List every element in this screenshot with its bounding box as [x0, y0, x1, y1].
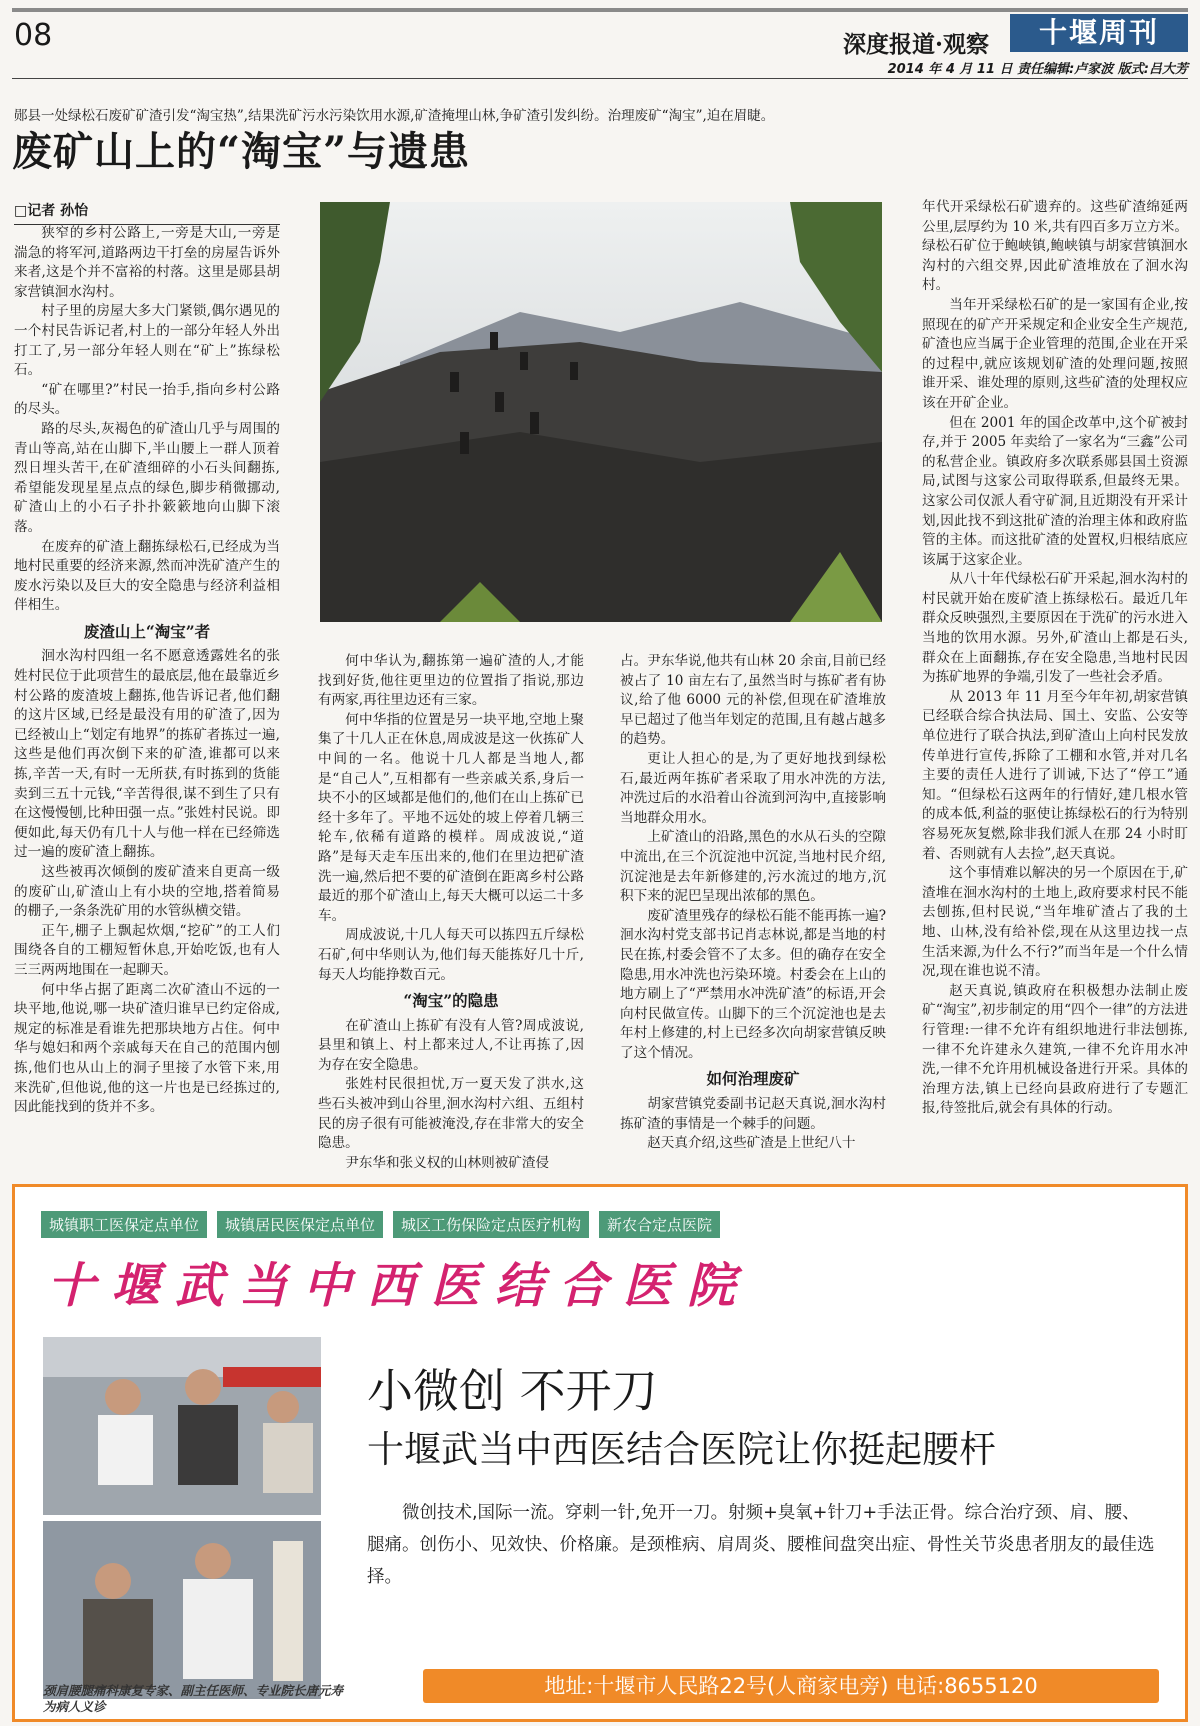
paragraph: 在废弃的矿渣上翻拣绿松石,已经成为当地村民重要的经济来源,然而冲洗矿渣产生的废水污染以及巨大的安全隐患与经济利益相伴相生。	[14, 538, 280, 614]
ad-tag: 城区工伤保险定点医疗机构	[393, 1211, 589, 1238]
ad-photo-caption: 颈肩腰腿痛科康复专家、副主任医师、专业院长唐元寿为病人义诊	[43, 1683, 344, 1714]
paragraph: 从 2013 年 11 月至今年年初,胡家营镇已经联合综合执法局、国土、安监、公安等单位进行了联合执法,到矿渣山上向村民发放传单进行宣传,拆除了工棚和水管,并对几名主要的责任人进行了训诫,下达了“停工”通知。“但绿松石这两年的行情好,建几根水管的成本低,利益的驱使让拣绿松石的行为特别容易死灰复燃,除非我们派人在那 24 小时盯着、否则就有人去捡”,赵天真说。	[922, 688, 1188, 862]
ad-tag-list	[41, 1211, 720, 1238]
paragraph: 村子里的房屋大多大门紧锁,偶尔遇见的一个村民告诉记者,村上的一部分年轻人外出打工了,另一部分年轻人则在“矿上”拣绿松石。	[14, 303, 280, 379]
ad-tag: 新农合定点医院	[599, 1211, 720, 1238]
page-number: 08	[14, 18, 53, 53]
ad-slogan-sub: 十堰武当中西医结合医院让你挺起腰杆	[367, 1428, 996, 1471]
paragraph: 尹东华和张义权的山林则被矿渣侵	[345, 1154, 550, 1171]
ad-slogan-main: 小微创 不开刀	[367, 1364, 658, 1418]
top-rule	[12, 8, 1188, 12]
paragraph: 洄水沟村四组一名不愿意透露姓名的张姓村民位于此项营生的最底层,他在最靠近乡村公路的废渣坡上翻拣,他告诉记者,他们翻的这片区域,已经是最没有用的矿渣了,因为已经被山上“划定有地界”的拣矿者拣过一遍,这些是他们再次倒下来的矿渣,谁都可以来拣,辛苦一天,有时一无所获,有时拣到的货能卖到三五十元钱,“辛苦得很,谋不到生了只有在这慢慢刨,比种田强一点。”张姓村民说。即便如此,每天仍有几十人与他一样在已经筛选过一遍的废矿渣上翻拣。	[14, 648, 280, 861]
column-2	[318, 652, 584, 1171]
hospital-advertisement	[12, 1184, 1188, 1722]
ad-address-bar: 地址:十堰市人民路22号(人商家电旁) 电话:8655120	[423, 1669, 1159, 1703]
paragraph: 正午,棚子上飘起炊烟,“挖矿”的工人们围绕各自的工棚短暂休息,开始吃饭,也有人三三两两地围在一起聊天。	[14, 922, 280, 978]
paragraph: 从八十年代绿松石矿开采起,洄水沟村的村民就开始在废矿渣上拣绿松石。最近几年群众反映强烈,主要原因在于洗矿的污水进入当地的饮用水源。另外,矿渣山上都是石头,群众在上面翻拣,存在安全隐患,当地村民因为拣矿地界的争端,引发了一些社会矛盾。	[922, 571, 1188, 686]
paragraph: 占。尹东华说,他共有山林 20 余亩,目前已经被占了 10 亩左右了,虽然当时与拣矿者有协议,给了他 6000 元的补偿,但现在矿渣堆放早已超过了他当年划定的范围,且有越占越多的趋势。	[620, 653, 886, 748]
paragraph: 上矿渣山的沿路,黑色的水从石头的空隙中流出,在三个沉淀池中沉淀,当地村民介绍,沉淀池是去年新修建的,污水流过的地方,沉积下来的泥巴呈现出浓郁的黑色。	[620, 829, 886, 905]
paragraph: “矿在哪里?”村民一抬手,指向乡村公路的尽头。	[14, 381, 280, 418]
paragraph: 赵天真介绍,这些矿渣是上世纪八十	[647, 1135, 856, 1152]
article-deck: 郧县一处绿松石废矿矿渣引发“淘宝热”,结果洗矿污水污染饮用水源,矿渣掩埋山林,争矿渣引发纠纷。治理废矿“淘宝”,迫在眉睫。	[14, 108, 775, 124]
paragraph: 胡家营镇党委副书记赵天真说,洄水沟村拣矿渣的事情是一个棘手的问题。	[620, 1096, 886, 1132]
paragraph: 路的尽头,灰褐色的矿渣山几乎与周围的青山等高,站在山脚下,半山腰上一群人顶着烈日埋头苦干,在矿渣细碎的小石头间翻拣,希望能发现星星点点的绿色,脚步稍微挪动,矿渣山上的小石子扑扑簌簌地向山脚下滚落。	[14, 420, 280, 535]
ad-tag: 城镇职工医保定点单位	[41, 1211, 207, 1238]
byline: □记者 孙怡	[14, 200, 280, 225]
paragraph: 年代开采绿松石矿遗弃的。这些矿渣绵延两公里,层厚约为 10 米,共有四百多万立方米。绿松石矿位于鲍峡镇,鲍峡镇与胡家营镇洄水沟村的六组交界,因此矿渣堆放在了洄水沟村。	[922, 199, 1188, 294]
ad-tag: 城镇居民医保定点单位	[217, 1211, 383, 1238]
paragraph: 赵天真说,镇政府在积极想办法制止废矿“淘宝”,初步制定的用“四个一律”的方法进行管理:一律不允许有组织地进行非法刨拣,一律不允许建永久建筑,一律不允许用水冲洗,一律不允许用机械设备进行开采。具体的治理方法,镇上已经向县政府进行了专题汇报,待签批后,就会有具体的行动。	[922, 982, 1188, 1117]
paragraph: 何中华指的位置是另一块平地,空地上聚集了十几人正在休息,周成波是这一伙拣矿人中间的一名。他说十几人都是当地人,都是“自己人”,互相都有一些亲戚关系,身后一块不小的区域都是他们的,他们在山上拣矿已经十多年了。平地不远处的坡上停着几辆三轮车,依稀有道路的模样。周成波说,“道路”是每天走车压出来的,他们在里边把矿渣洗一遍,然后把不要的矿渣倒在距离乡村公路最近的那个矿渣山上,每天大概可以运二十多车。	[318, 711, 584, 924]
ad-body-text: 微创技术,国际一流。穿刺一针,免开一刀。射频+臭氧+针刀+手法正骨。综合治疗颈、肩、腰、腿痛。创伤小、见效快、价格廉。是颈椎病、肩周炎、腰椎间盘突出症、骨性关节炎患者朋友的最佳选择。	[367, 1503, 1155, 1587]
header-rule	[12, 78, 1188, 79]
paragraph: 何中华认为,翻拣第一遍矿渣的人,才能找到好货,他往更里边的位置指了指说,那边有两家,再往里边还有三家。	[318, 653, 584, 709]
paragraph: 更让人担心的是,为了更好地找到绿松石,最近两年拣矿者采取了用水冲洗的方法,冲洗过后的水沿着山谷流到河沟中,直接影响当地群众用水。	[620, 750, 886, 826]
section-title: 深度报道·观察	[843, 31, 990, 58]
paragraph: 这个事情难以解决的另一个原因在于,矿渣堆在洄水沟村的土地上,政府要求村民不能去刨拣,但村民说,“当年堆矿渣占了我的土地、山林,没有给补偿,现在从这里边找一点生活来源,为什么不行?”而当年是一个什么情况,现在谁也说不清。	[922, 865, 1188, 980]
brand-badge: 十堰周刊	[1010, 14, 1188, 52]
mine-photo	[320, 202, 882, 622]
subheading: 废渣山上“淘宝”者	[83, 621, 211, 641]
column-4	[922, 198, 1188, 1144]
ad-photo-consultation	[43, 1337, 321, 1515]
column-1	[14, 224, 280, 1144]
paragraph: 何中华占据了距离二次矿渣山不远的一块平地,他说,哪一块矿渣归谁早已约定俗成,规定的标准是看谁先把那块地方占住。何中华与媳妇和两个亲戚每天在自己的范围内刨拣,他们也从山上的洞子里接了水管下来,用来洗矿,但他说,他的这一片也是已经拣过的,因此能找到的货并不多。	[14, 981, 280, 1116]
paragraph: 这些被再次倾倒的废矿渣来自更高一级的废矿山,矿渣山上有小块的空地,搭着简易的棚子,一条条洗矿用的水管纵横交错。	[14, 864, 280, 920]
hospital-name: 十堰武当中西医结合医院	[47, 1258, 752, 1314]
paragraph: 周成波说,十几人每天可以拣四五斤绿松石矿,何中华则认为,他们每天能拣好几十斤,每天人均能挣数百元。	[318, 927, 584, 983]
subheading: “淘宝”的隐患	[403, 991, 499, 1011]
subheading: 如何治理废矿	[706, 1069, 800, 1089]
paragraph: 张姓村民很担忧,万一夏天发了洪水,这些石头被冲到山谷里,洄水沟村六组、五组村民的房子很有可能被淹没,存在非常大的安全隐患。	[318, 1076, 584, 1152]
ad-photo-examination	[43, 1521, 321, 1699]
paragraph: 狭窄的乡村公路上,一旁是大山,一旁是湍急的将军河,道路两边干打垒的房屋告诉外来者,这是个并不富裕的村落。这里是郧县胡家营镇洄水沟村。	[14, 225, 280, 300]
column-3	[620, 652, 886, 1152]
paragraph: 废矿渣里残存的绿松石能不能再拣一遍?洄水沟村党支部书记肖志林说,都是当地的村民在拣,村委会管不了太多。但的确存在安全隐患,用水冲洗也污染环境。村委会在上山的地方刷上了“严禁用水冲洗矿渣”的标语,开会向村民做宣传。山脚下的三个沉淀池也是去年村上修建的,村上已经多次向胡家营镇反映了这个情况。	[620, 907, 886, 1061]
paragraph: 在矿渣山上拣矿有没有人管?周成波说,县里和镇上、村上都来过人,不让再拣了,因为存在安全隐患。	[318, 1017, 584, 1073]
article-headline: 废矿山上的“淘宝”与遗患	[12, 128, 471, 175]
paragraph: 但在 2001 年的国企改革中,这个矿被封存,并于 2005 年卖给了一家名为“三鑫”公司的私营企业。镇政府多次联系郧县国土资源局,试图与这家公司取得联系,但最终无果。这家公司仅派人看守矿洞,且近期没有开采计划,因此找不到这批矿渣的治理主体和政府监管的主体。而这批矿渣的处置权,归根结底应该属于这家企业。	[922, 414, 1188, 568]
dateline: 2014 年 4 月 11 日 责任编辑:卢家波 版式:吕大芳	[887, 62, 1188, 77]
paragraph: 当年开采绿松石矿的是一家国有企业,按照现在的矿产开采规定和企业安全生产规范,矿渣也应当属于企业管理的范围,企业在开采的过程中,就应该规划矿渣的处理问题,按照谁开采、谁处理的原则,这些矿渣的处理权应该在开矿企业。	[922, 296, 1188, 411]
